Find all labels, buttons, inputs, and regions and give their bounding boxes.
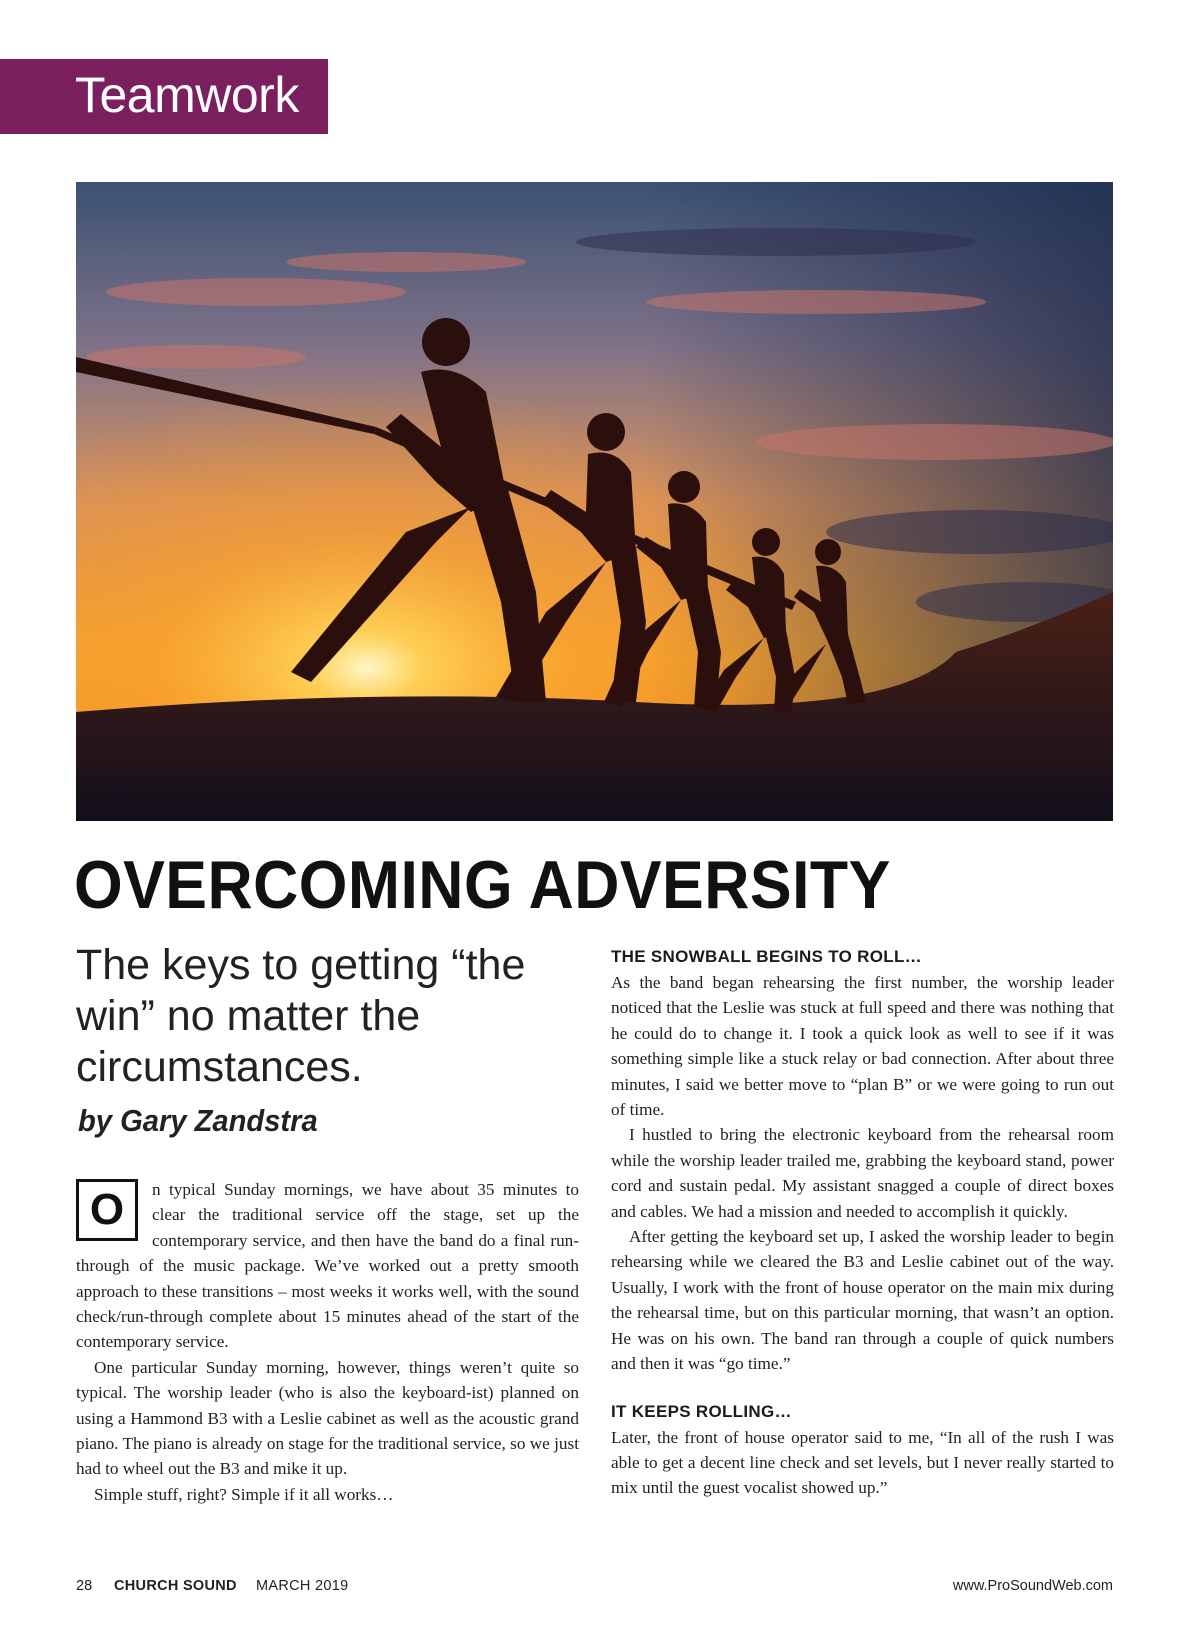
paragraph: Later, the front of house operator said to me, “In all of the rush I was able to get a decent line check and set levels, but I never really started to mix until the guest vocalist showed up.”: [611, 1427, 1114, 1498]
paragraph: After getting the keyboard set up, I asked the worship leader to begin rehearsing while we cleared the B3 and Leslie cabinet out of the way. Usually, I work with the front of house operator on the main mix during the rehearsal time, but on this particular morning, that wasn’t an option. He was on his own. The band ran through a couple of quick numbers and then it was “go time.”: [611, 1227, 1114, 1374]
paragraph: As the band began rehearsing the first number, the worship leader noticed that the Leslie was stuck at full speed and there was nothing that he could do to change it. I took a quick look as well to see if it was something simple like a stuck relay or bad connection. After about three minutes, I said we better move to “plan B” or we were going to run out of time.: [611, 973, 1114, 1120]
paragraph-text: n typical Sunday mornings, we have about 35 minutes to clear the traditional service off the stage, set up the contemporary service, and then have the band do a final run-through of the music package. We’ve worked out a pretty smooth approach to these transitions – most weeks it works well, with the sound check/run-through complete about 15 minutes ahead of the start of the contemporary service.: [76, 1180, 579, 1352]
hero-image: [76, 182, 1113, 821]
website-link[interactable]: www.ProSoundWeb.com: [952, 1578, 1113, 1594]
paragraph: One particular Sunday morning, however, things weren’t quite so typical. The worship leader (who is also the keyboard-ist) planned on using a Hammond B3 with a Leslie cabinet as well as the acoustic grand piano. The piano is already on stage for the traditional service, so we just had to wheel out the B3 and mike it up.: [76, 1357, 579, 1479]
page-number: 28: [76, 1578, 93, 1594]
byline: by Gary Zandstra: [78, 1103, 318, 1138]
subhead: THE SNOWBALL BEGINS TO ROLL…: [611, 947, 922, 966]
section-tab: Teamwork: [0, 59, 328, 134]
article-column-left: [76, 1177, 579, 1507]
paragraph: [76, 1177, 579, 1355]
deck-subtitle: The keys to getting “the win” no matter the circumstances.: [76, 941, 526, 1091]
page-footer: [76, 1578, 1113, 1600]
publication-name: CHURCH SOUND: [114, 1578, 237, 1594]
drop-cap: O: [76, 1179, 138, 1241]
headline: OVERCOMING ADVERSITY: [74, 847, 891, 923]
subhead: IT KEEPS ROLLING…: [611, 1401, 792, 1421]
issue-date: MARCH 2019: [256, 1578, 349, 1594]
paragraph: I hustled to bring the electronic keyboard from the rehearsal room while the worship leader trailed me, grabbing the keyboard stand, power cord and sustain pedal. My assistant snagged a couple of direct boxes and cables. We had a mission and needed to accomplish it quickly.: [611, 1125, 1114, 1221]
article-column-right: [611, 944, 1114, 1501]
paragraph: Simple stuff, right? Simple if it all works…: [94, 1484, 394, 1504]
